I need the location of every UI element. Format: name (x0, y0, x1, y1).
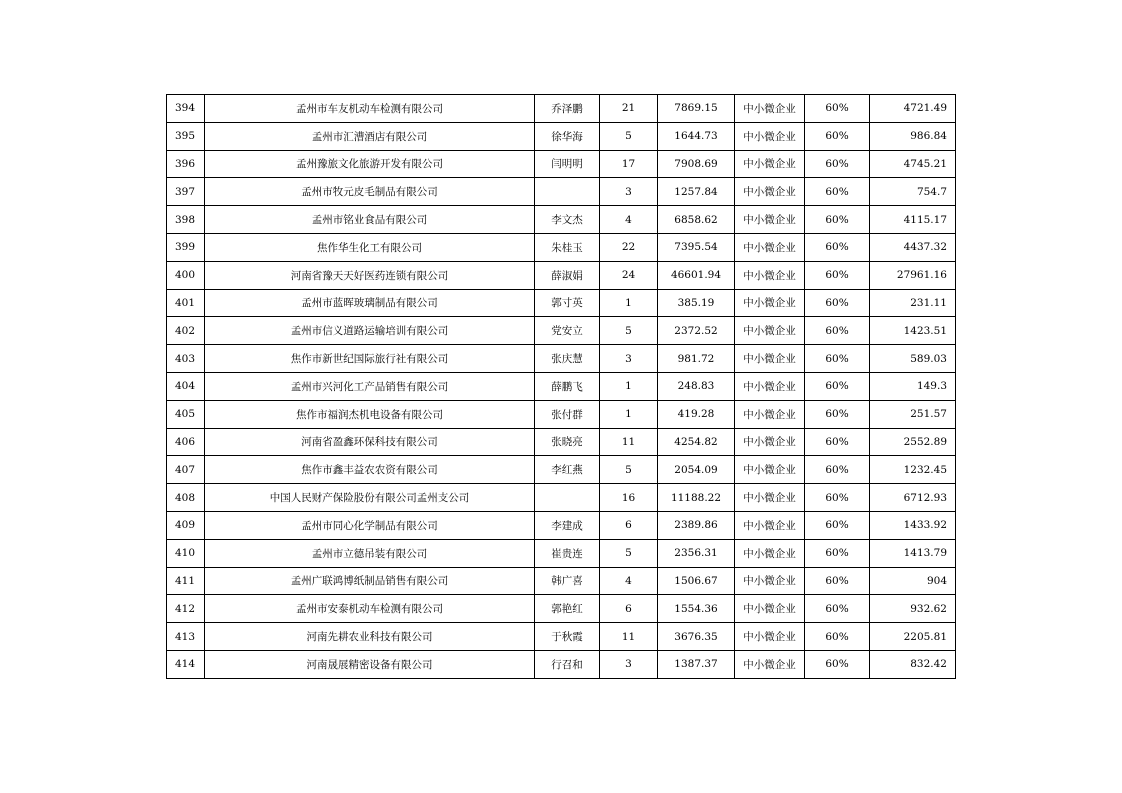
subsidy-total-cell: 754.7 (870, 178, 956, 206)
rate-cell: 60% (805, 428, 870, 456)
enterprise-type-cell: 中小微企业 (735, 623, 805, 651)
company-name-cell: 焦作市新世纪国际旅行社有限公司 (205, 345, 535, 373)
enterprise-type-cell: 中小微企业 (735, 233, 805, 261)
subsidy-total-cell: 4721.49 (870, 95, 956, 123)
amount-cell: 419.28 (658, 400, 735, 428)
rate-cell: 60% (805, 595, 870, 623)
amount-cell: 6858.62 (658, 206, 735, 234)
row-number-cell: 411 (167, 567, 205, 595)
company-name-cell: 河南省豫天天好医药连锁有限公司 (205, 261, 535, 289)
amount-cell: 11188.22 (658, 484, 735, 512)
employee-count-cell: 21 (600, 95, 658, 123)
amount-cell: 385.19 (658, 289, 735, 317)
table-row (167, 595, 956, 623)
company-name-cell: 孟州市蓝晖玻璃制品有限公司 (205, 289, 535, 317)
table-row (167, 289, 956, 317)
row-number-cell: 398 (167, 206, 205, 234)
employee-count-cell: 4 (600, 206, 658, 234)
amount-cell: 46601.94 (658, 261, 735, 289)
subsidy-total-cell: 2205.81 (870, 623, 956, 651)
table-row (167, 511, 956, 539)
subsidy-total-cell: 4115.17 (870, 206, 956, 234)
table-row (167, 150, 956, 178)
enterprise-type-cell: 中小微企业 (735, 289, 805, 317)
amount-cell: 1506.67 (658, 567, 735, 595)
rate-cell: 60% (805, 567, 870, 595)
enterprise-type-cell: 中小微企业 (735, 95, 805, 123)
subsidy-total-cell: 4745.21 (870, 150, 956, 178)
employee-count-cell: 24 (600, 261, 658, 289)
amount-cell: 2356.31 (658, 539, 735, 567)
table-row (167, 650, 956, 678)
contact-person-cell: 徐华海 (535, 122, 600, 150)
amount-cell: 1257.84 (658, 178, 735, 206)
contact-person-cell: 韩广喜 (535, 567, 600, 595)
row-number-cell: 401 (167, 289, 205, 317)
contact-person-cell: 张庆慧 (535, 345, 600, 373)
employee-count-cell: 3 (600, 178, 658, 206)
enterprise-type-cell: 中小微企业 (735, 261, 805, 289)
employee-count-cell: 4 (600, 567, 658, 595)
row-number-cell: 413 (167, 623, 205, 651)
employee-count-cell: 16 (600, 484, 658, 512)
table-row (167, 428, 956, 456)
employee-count-cell: 22 (600, 233, 658, 261)
table-row (167, 345, 956, 373)
company-name-cell: 孟州豫旅文化旅游开发有限公司 (205, 150, 535, 178)
amount-cell: 248.83 (658, 372, 735, 400)
subsidy-total-cell: 832.42 (870, 650, 956, 678)
company-name-cell: 中国人民财产保险股份有限公司孟州支公司 (205, 484, 535, 512)
company-name-cell: 孟州广联鸿博纸制品销售有限公司 (205, 567, 535, 595)
rate-cell: 60% (805, 456, 870, 484)
subsidy-total-cell: 231.11 (870, 289, 956, 317)
employee-count-cell: 1 (600, 289, 658, 317)
company-name-cell: 孟州市立德吊装有限公司 (205, 539, 535, 567)
employee-count-cell: 3 (600, 345, 658, 373)
contact-person-cell: 张晓亮 (535, 428, 600, 456)
rate-cell: 60% (805, 650, 870, 678)
row-number-cell: 412 (167, 595, 205, 623)
enterprise-type-cell: 中小微企业 (735, 428, 805, 456)
row-number-cell: 407 (167, 456, 205, 484)
amount-cell: 2389.86 (658, 511, 735, 539)
rate-cell: 60% (805, 317, 870, 345)
enterprise-type-cell: 中小微企业 (735, 345, 805, 373)
row-number-cell: 408 (167, 484, 205, 512)
rate-cell: 60% (805, 206, 870, 234)
amount-cell: 7869.15 (658, 95, 735, 123)
rate-cell: 60% (805, 233, 870, 261)
employee-count-cell: 11 (600, 428, 658, 456)
employee-count-cell: 5 (600, 456, 658, 484)
table-body (167, 95, 956, 679)
employee-count-cell: 17 (600, 150, 658, 178)
enterprise-type-cell: 中小微企业 (735, 595, 805, 623)
enterprise-type-cell: 中小微企业 (735, 539, 805, 567)
enterprise-type-cell: 中小微企业 (735, 400, 805, 428)
company-name-cell: 孟州市同心化学制品有限公司 (205, 511, 535, 539)
table-row (167, 122, 956, 150)
row-number-cell: 410 (167, 539, 205, 567)
subsidy-total-cell: 589.03 (870, 345, 956, 373)
row-number-cell: 404 (167, 372, 205, 400)
rate-cell: 60% (805, 539, 870, 567)
row-number-cell: 396 (167, 150, 205, 178)
contact-person-cell: 李建成 (535, 511, 600, 539)
contact-person-cell: 李红燕 (535, 456, 600, 484)
row-number-cell: 400 (167, 261, 205, 289)
amount-cell: 7395.54 (658, 233, 735, 261)
employee-count-cell: 5 (600, 122, 658, 150)
employee-count-cell: 6 (600, 595, 658, 623)
table-row (167, 317, 956, 345)
subsidy-total-cell: 27961.16 (870, 261, 956, 289)
company-name-cell: 河南省盈鑫环保科技有限公司 (205, 428, 535, 456)
amount-cell: 1644.73 (658, 122, 735, 150)
contact-person-cell: 李文杰 (535, 206, 600, 234)
rate-cell: 60% (805, 178, 870, 206)
subsidy-table (166, 94, 956, 679)
row-number-cell: 399 (167, 233, 205, 261)
company-name-cell: 河南先耕农业科技有限公司 (205, 623, 535, 651)
company-name-cell: 河南晟展精密设备有限公司 (205, 650, 535, 678)
rate-cell: 60% (805, 623, 870, 651)
company-name-cell: 孟州市兴河化工产品销售有限公司 (205, 372, 535, 400)
amount-cell: 7908.69 (658, 150, 735, 178)
amount-cell: 2372.52 (658, 317, 735, 345)
row-number-cell: 402 (167, 317, 205, 345)
employee-count-cell: 6 (600, 511, 658, 539)
contact-person-cell: 党安立 (535, 317, 600, 345)
table-row (167, 567, 956, 595)
row-number-cell: 414 (167, 650, 205, 678)
rate-cell: 60% (805, 400, 870, 428)
amount-cell: 1387.37 (658, 650, 735, 678)
subsidy-total-cell: 904 (870, 567, 956, 595)
amount-cell: 4254.82 (658, 428, 735, 456)
employee-count-cell: 11 (600, 623, 658, 651)
company-name-cell: 孟州市铭业食品有限公司 (205, 206, 535, 234)
employee-count-cell: 3 (600, 650, 658, 678)
row-number-cell: 395 (167, 122, 205, 150)
contact-person-cell: 乔泽鹏 (535, 95, 600, 123)
company-name-cell: 焦作市福润杰机电设备有限公司 (205, 400, 535, 428)
subsidy-total-cell: 6712.93 (870, 484, 956, 512)
table-row (167, 484, 956, 512)
row-number-cell: 405 (167, 400, 205, 428)
table-row (167, 539, 956, 567)
row-number-cell: 409 (167, 511, 205, 539)
company-name-cell: 孟州市信义道路运输培训有限公司 (205, 317, 535, 345)
table-row (167, 372, 956, 400)
rate-cell: 60% (805, 289, 870, 317)
contact-person-cell: 薛淑娟 (535, 261, 600, 289)
employee-count-cell: 1 (600, 372, 658, 400)
enterprise-type-cell: 中小微企业 (735, 372, 805, 400)
row-number-cell: 403 (167, 345, 205, 373)
company-name-cell: 焦作市鑫丰益农农资有限公司 (205, 456, 535, 484)
enterprise-type-cell: 中小微企业 (735, 456, 805, 484)
contact-person-cell: 郭寸英 (535, 289, 600, 317)
row-number-cell: 406 (167, 428, 205, 456)
contact-person-cell: 张付群 (535, 400, 600, 428)
subsidy-total-cell: 986.84 (870, 122, 956, 150)
employee-count-cell: 1 (600, 400, 658, 428)
employee-count-cell: 5 (600, 539, 658, 567)
contact-person-cell: 闫明明 (535, 150, 600, 178)
row-number-cell: 397 (167, 178, 205, 206)
enterprise-type-cell: 中小微企业 (735, 150, 805, 178)
table-row (167, 456, 956, 484)
table-row (167, 95, 956, 123)
company-name-cell: 孟州市车友机动车检测有限公司 (205, 95, 535, 123)
row-number-cell: 394 (167, 95, 205, 123)
rate-cell: 60% (805, 372, 870, 400)
table-row (167, 400, 956, 428)
company-name-cell: 孟州市汇漕酒店有限公司 (205, 122, 535, 150)
subsidy-total-cell: 149.3 (870, 372, 956, 400)
table-row (167, 206, 956, 234)
subsidy-total-cell: 4437.32 (870, 233, 956, 261)
subsidy-total-cell: 1413.79 (870, 539, 956, 567)
company-name-cell: 焦作华生化工有限公司 (205, 233, 535, 261)
contact-person-cell: 郭艳红 (535, 595, 600, 623)
contact-person-cell (535, 484, 600, 512)
enterprise-type-cell: 中小微企业 (735, 178, 805, 206)
contact-person-cell: 薛鹏飞 (535, 372, 600, 400)
enterprise-type-cell: 中小微企业 (735, 567, 805, 595)
contact-person-cell: 崔贵连 (535, 539, 600, 567)
amount-cell: 981.72 (658, 345, 735, 373)
rate-cell: 60% (805, 95, 870, 123)
subsidy-total-cell: 932.62 (870, 595, 956, 623)
subsidy-total-cell: 1232.45 (870, 456, 956, 484)
company-name-cell: 孟州市安泰机动车检测有限公司 (205, 595, 535, 623)
amount-cell: 2054.09 (658, 456, 735, 484)
amount-cell: 3676.35 (658, 623, 735, 651)
table-row (167, 178, 956, 206)
enterprise-type-cell: 中小微企业 (735, 511, 805, 539)
rate-cell: 60% (805, 261, 870, 289)
rate-cell: 60% (805, 122, 870, 150)
contact-person-cell: 朱桂玉 (535, 233, 600, 261)
employee-count-cell: 5 (600, 317, 658, 345)
enterprise-type-cell: 中小微企业 (735, 484, 805, 512)
rate-cell: 60% (805, 511, 870, 539)
enterprise-type-cell: 中小微企业 (735, 317, 805, 345)
contact-person-cell: 行召和 (535, 650, 600, 678)
table-row (167, 233, 956, 261)
rate-cell: 60% (805, 484, 870, 512)
subsidy-total-cell: 1433.92 (870, 511, 956, 539)
enterprise-type-cell: 中小微企业 (735, 206, 805, 234)
company-name-cell: 孟州市牧元皮毛制品有限公司 (205, 178, 535, 206)
enterprise-type-cell: 中小微企业 (735, 650, 805, 678)
subsidy-total-cell: 251.57 (870, 400, 956, 428)
table-row (167, 623, 956, 651)
rate-cell: 60% (805, 345, 870, 373)
contact-person-cell: 于秋霞 (535, 623, 600, 651)
amount-cell: 1554.36 (658, 595, 735, 623)
contact-person-cell (535, 178, 600, 206)
subsidy-total-cell: 2552.89 (870, 428, 956, 456)
table-row (167, 261, 956, 289)
rate-cell: 60% (805, 150, 870, 178)
subsidy-total-cell: 1423.51 (870, 317, 956, 345)
enterprise-type-cell: 中小微企业 (735, 122, 805, 150)
